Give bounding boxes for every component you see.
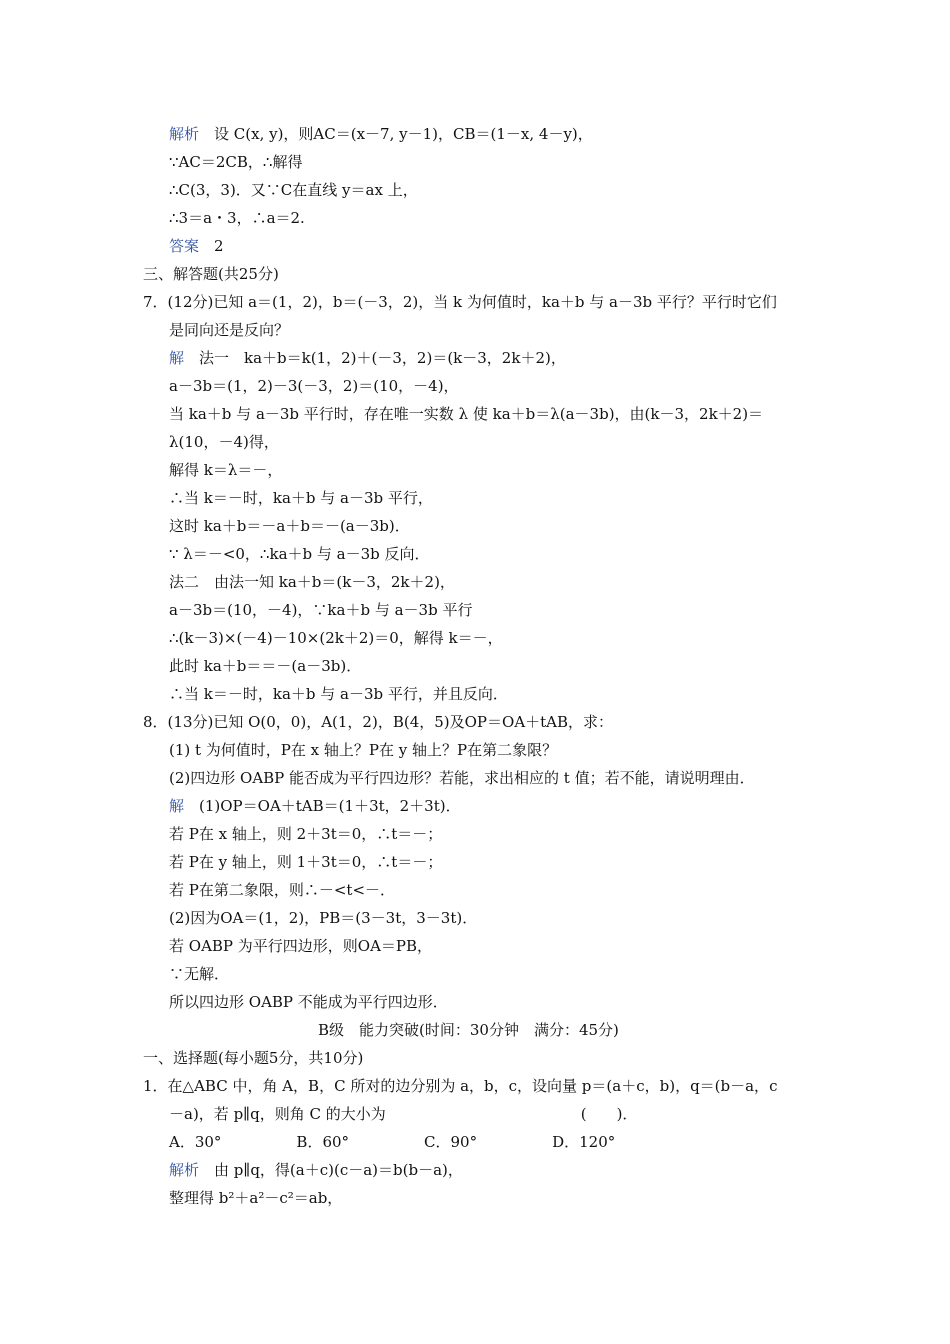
text-line: [169, 908, 477, 928]
line-text: 1．在△ABC 中，角 A，B，C 所对的边分别为 a，b，c，设向量 p＝(a＋c，b)，q＝(b－a，c: [143, 1077, 778, 1095]
line-text: (2)四边形 OABP 能否成为平行四边形？若能，求出相应的 t 值；若不能，请说明理由．: [169, 769, 755, 787]
text-line: [169, 740, 557, 760]
section-tag: 解析: [169, 1161, 200, 1179]
line-text: ∵ λ＝－<0，∴ka＋b 与 a－3b 反向．: [169, 545, 430, 563]
line-text: (2)因为OA＝(1，2)，PB＝(3－3t，3－3t)．: [169, 909, 478, 927]
text-line: [143, 292, 777, 312]
text-line: [169, 460, 282, 480]
line-text: 若 P在 y 轴上，则 1＋3t＝0，∴t＝－；: [169, 853, 443, 871]
text-line: [169, 152, 302, 172]
text-line: [169, 544, 430, 564]
section-tag: 解: [169, 797, 185, 815]
text-line: [169, 964, 229, 984]
text-line: [169, 684, 508, 704]
text-line: [169, 936, 432, 956]
text-line: [169, 488, 433, 508]
line-text: 解得 k＝λ＝－，: [169, 461, 283, 479]
line-text: λ(10，－4)得，: [169, 433, 279, 451]
text-line: [143, 1076, 777, 1096]
text-line: [169, 1160, 463, 1180]
line-text: B级 能力突破(时间：30分钟 满分：45分): [318, 1021, 619, 1039]
line-text: 若 P在第二象限，则∴－<t<－．: [169, 881, 396, 899]
line-text: 由 p∥q，得(a＋c)(c－a)＝b(b－a)，: [199, 1161, 463, 1179]
line-text: ∴当 k＝－时，ka＋b 与 a－3b 平行，: [169, 489, 433, 507]
text-line: [169, 404, 763, 424]
text-line: [169, 208, 305, 228]
section-tag: 解析: [169, 125, 200, 143]
text-line: [169, 880, 395, 900]
text-line: [169, 656, 361, 676]
line-text: ∴(k－3)×(－4)－10×(2k＋2)＝0，解得 k＝－，: [169, 629, 503, 647]
text-line: [169, 824, 442, 844]
text-line: [169, 768, 755, 788]
line-text: (1)OP＝OA＋tAB＝(1＋3t，2＋3t)．: [184, 797, 461, 815]
line-text: 若 OABP 为平行四边形，则OA＝PB，: [169, 937, 433, 955]
line-text: 整理得 b²＋a²－c²＝ab，: [169, 1189, 343, 1207]
line-text: 2: [199, 237, 224, 255]
line-text: ∵AC＝2CB，∴解得: [169, 153, 303, 171]
text-line: [169, 628, 503, 648]
text-line: [143, 264, 279, 284]
text-line: [169, 432, 279, 452]
text-line: [169, 600, 472, 620]
line-text: a－3b＝(10，－4)，∵ka＋b 与 a－3b 平行: [169, 601, 473, 619]
line-text: (1) t 为何值时，P在 x 轴上？P在 y 轴上？P在第二象限？: [169, 741, 558, 759]
text-line: [169, 348, 566, 368]
line-text: 这时 ka＋b＝－a＋b＝－(a－3b)．: [169, 517, 410, 535]
text-line: [169, 1188, 342, 1208]
text-line: [169, 1132, 615, 1152]
text-line: [169, 180, 418, 200]
line-text: 所以四边形 OABP 不能成为平行四边形．: [169, 993, 448, 1011]
line-text: 7．(12分)已知 a＝(1，2)，b＝(－3，2)，当 k 为何值时，ka＋b 与 a－3b 平行？平行时它们: [143, 293, 777, 311]
text-line: [169, 852, 442, 872]
text-line: [169, 516, 410, 536]
line-text: A．30° B．60° C．90° D．120°: [169, 1133, 616, 1151]
line-text: 法一 ka＋b＝k(1，2)＋(－3，2)＝(k－3，2k＋2)，: [184, 349, 566, 367]
text-line: [169, 376, 459, 396]
text-line: [143, 1048, 363, 1068]
line-text: 法二 由法一知 ka＋b＝(k－3，2k＋2)，: [169, 573, 455, 591]
line-text: ∵无解．: [169, 965, 230, 983]
line-text: 三、解答题(共25分): [143, 265, 279, 283]
section-tag: 答案: [169, 237, 200, 255]
line-text: 若 P在 x 轴上，则 2＋3t＝0，∴t＝－；: [169, 825, 443, 843]
line-text: 8．(13分)已知 O(0，0)，A(1，2)，B(4，5)及OP＝OA＋tAB，求：: [143, 713, 614, 731]
text-line: [169, 236, 224, 256]
text-line: [169, 320, 289, 340]
text-line: [169, 992, 448, 1012]
section-tag: 解: [169, 349, 185, 367]
line-text: ∴当 k＝－时，ka＋b 与 a－3b 平行，并且反向．: [169, 685, 508, 703]
line-text: ∴C(3，3)．又∵C在直线 y＝ax 上，: [169, 181, 418, 199]
text-line: [169, 1104, 637, 1124]
line-text: a－3b＝(1，2)－3(－3，2)＝(10，－4)，: [169, 377, 459, 395]
text-line: [143, 712, 613, 732]
line-text: 是同向还是反向？: [169, 321, 290, 339]
line-text: 当 ka＋b 与 a－3b 平行时，存在唯一实数 λ 使 ka＋b＝λ(a－3b)，由(k－3，2k＋2)＝: [169, 405, 764, 423]
text-line: [169, 796, 461, 816]
line-text: 一、选择题(每小题5分，共10分): [143, 1049, 364, 1067]
text-line: [169, 572, 455, 592]
line-text: 此时 ka＋b＝＝－(a－3b)．: [169, 657, 362, 675]
text-line: [169, 124, 593, 144]
line-text: －a)，若 p∥q，则角 C 的大小为 ( )．: [169, 1105, 638, 1123]
line-text: 设 C(x, y)，则AC＝(x－7, y－1)，CB＝(1－x, 4－y)，: [199, 125, 593, 143]
text-line: [318, 1020, 619, 1040]
line-text: ∴3＝a・3，∴a＝2.: [169, 209, 305, 227]
